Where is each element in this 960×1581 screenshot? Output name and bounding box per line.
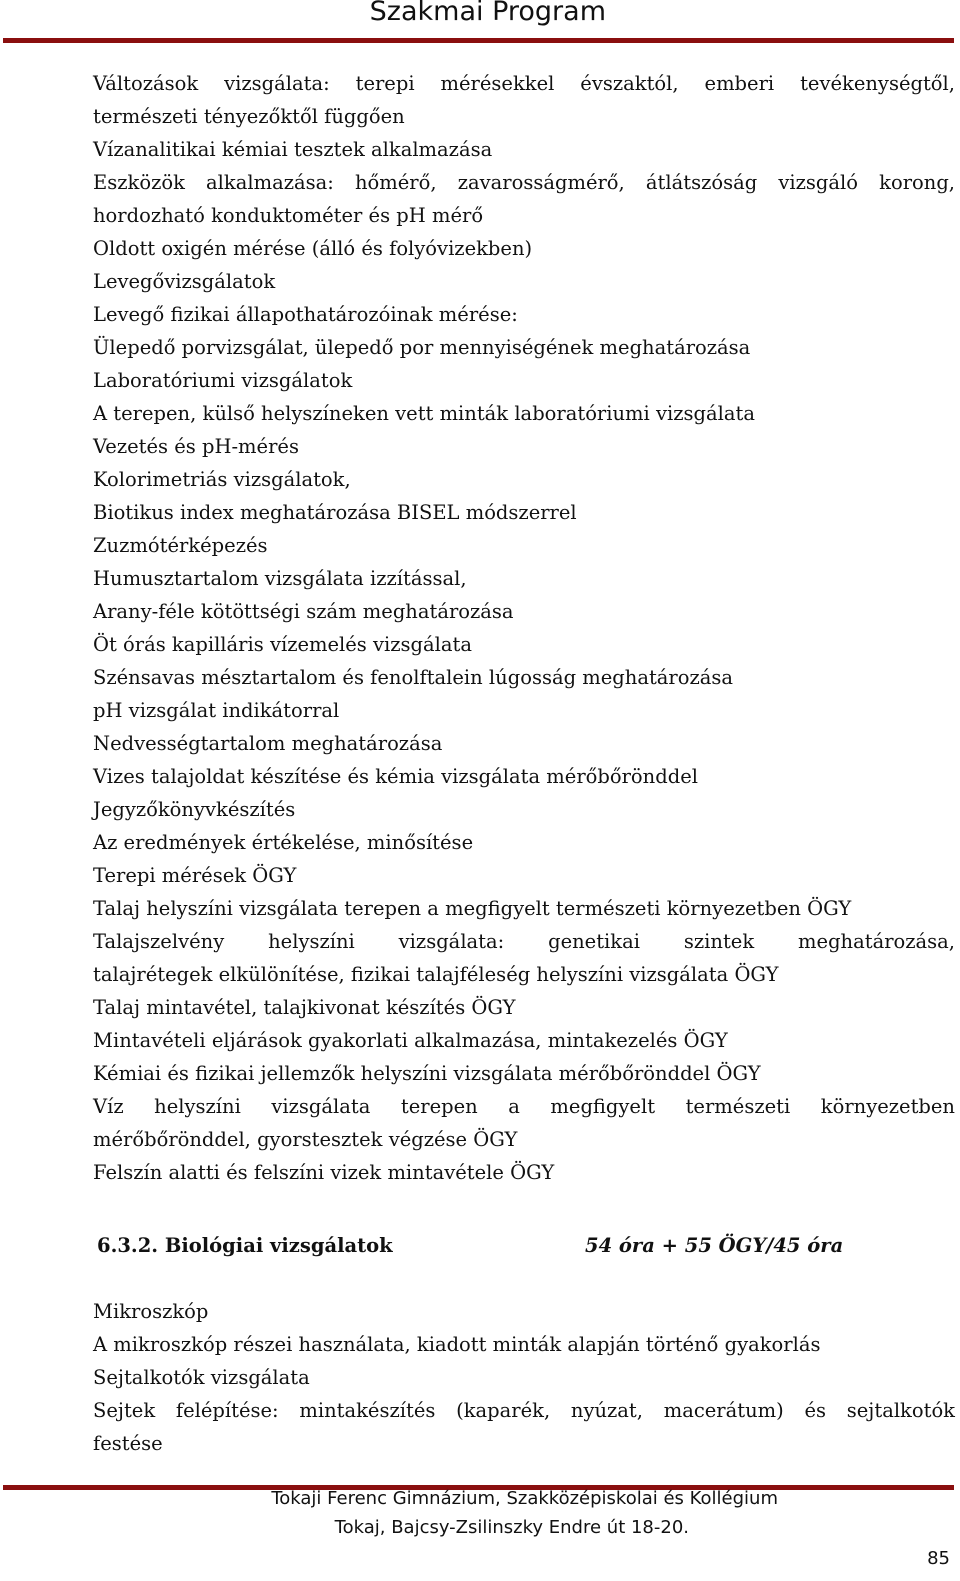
page-header-title: Szakmai Program — [369, 0, 606, 27]
text-line: festése — [93, 1432, 163, 1455]
text-line: Levegővizsgálatok — [93, 270, 276, 293]
text-line: Vezetés és pH-mérés — [93, 435, 299, 458]
text-line: Öt órás kapilláris vízemelés vizsgálata — [93, 633, 472, 656]
text-line: Sejtek felépítése: mintakészítés (kaparék, nyúzat, macerátum) és sejtalkotók — [93, 1399, 955, 1422]
text-line: Zuzmótérképezés — [93, 534, 268, 557]
text-line: Ülepedő porvizsgálat, ülepedő por mennyiségének meghatározása — [93, 336, 751, 359]
text-line: Biotikus index meghatározása BISEL módszerrel — [93, 501, 577, 524]
body-text — [93, 67, 955, 1189]
text-line: Vizes talajoldat készítése és kémia vizsgálata mérőbőrönddel — [93, 765, 698, 788]
text-line: Talaj mintavétel, talajkivonat készítés ÖGY — [93, 996, 516, 1019]
text-line: hordozható konduktométer és pH mérő — [93, 204, 484, 227]
section-heading — [97, 1229, 957, 1262]
text-line: Felszín alatti és felszíni vizek mintavétele ÖGY — [93, 1161, 555, 1184]
header-rule — [3, 38, 954, 43]
text-line: Víz helyszíni vizsgálata terepen a megfigyelt természeti környezetben — [93, 1095, 955, 1118]
text-line: Szénsavas mésztartalom és fenolftalein lúgosság meghatározása — [93, 666, 734, 689]
text-line: Sejtalkotók vizsgálata — [93, 1366, 310, 1389]
text-line: Talajszelvény helyszíni vizsgálata: genetikai szintek meghatározása, — [93, 930, 955, 953]
text-line: Talaj helyszíni vizsgálata terepen a megfigyelt természeti környezetben ÖGY — [93, 897, 852, 920]
footer-address: Tokaj, Bajcsy-Zsilinszky Endre út 18-20. — [334, 1517, 689, 1538]
text-line: Változások vizsgálata: terepi mérésekkel évszaktól, emberi tevékenységtől, — [93, 72, 955, 95]
text-line: Az eredmények értékelése, minősítése — [93, 831, 474, 854]
text-line: Humusztartalom vizsgálata izzítással, — [93, 567, 467, 590]
text-line: Arany-féle kötöttségi szám meghatározása — [93, 600, 514, 623]
page-number: 85 — [927, 1548, 950, 1569]
text-line: A mikroszkóp részei használata, kiadott minták alapján történő gyakorlás — [93, 1333, 821, 1356]
section-hours: 54 óra + 55 ÖGY/45 óra — [585, 1234, 844, 1257]
text-line: Kolorimetriás vizsgálatok, — [93, 468, 351, 491]
text-line: Mintavételi eljárások gyakorlati alkalmazása, mintakezelés ÖGY — [93, 1029, 728, 1052]
text-line: pH vizsgálat indikátorral — [93, 699, 340, 722]
text-line: Laboratóriumi vizsgálatok — [93, 369, 353, 392]
text-line: Kémiai és fizikai jellemzők helyszíni vizsgálata mérőbőrönddel ÖGY — [93, 1062, 761, 1085]
text-line: Eszközök alkalmazása: hőmérő, zavarosságmérő, átlátszóság vizsgáló korong, — [93, 171, 955, 194]
text-line: Jegyzőkönyvkészítés — [93, 798, 296, 821]
text-line: Oldott oxigén mérése (álló és folyóvizekben) — [93, 237, 533, 260]
footer-school-name: Tokaji Ferenc Gimnázium, Szakközépiskolai és Kollégium — [271, 1488, 778, 1509]
text-line: Terepi mérések ÖGY — [93, 864, 297, 887]
text-line: talajrétegek elkülönítése, fizikai talajféleség helyszíni vizsgálata ÖGY — [93, 963, 779, 986]
text-line: természeti tényezőktől függően — [93, 105, 405, 128]
text-line: Nedvességtartalom meghatározása — [93, 732, 443, 755]
text-line: mérőbőrönddel, gyorstesztek végzése ÖGY — [93, 1128, 518, 1151]
section-body-text — [93, 1295, 955, 1460]
section-title: 6.3.2. Biológiai vizsgálatok — [97, 1234, 393, 1257]
text-line: Mikroszkóp — [93, 1300, 209, 1323]
text-line: Vízanalitikai kémiai tesztek alkalmazása — [93, 138, 493, 161]
text-line: Levegő fizikai állapothatározóinak mérése: — [93, 303, 518, 326]
text-line: A terepen, külső helyszíneken vett minták laboratóriumi vizsgálata — [93, 402, 755, 425]
